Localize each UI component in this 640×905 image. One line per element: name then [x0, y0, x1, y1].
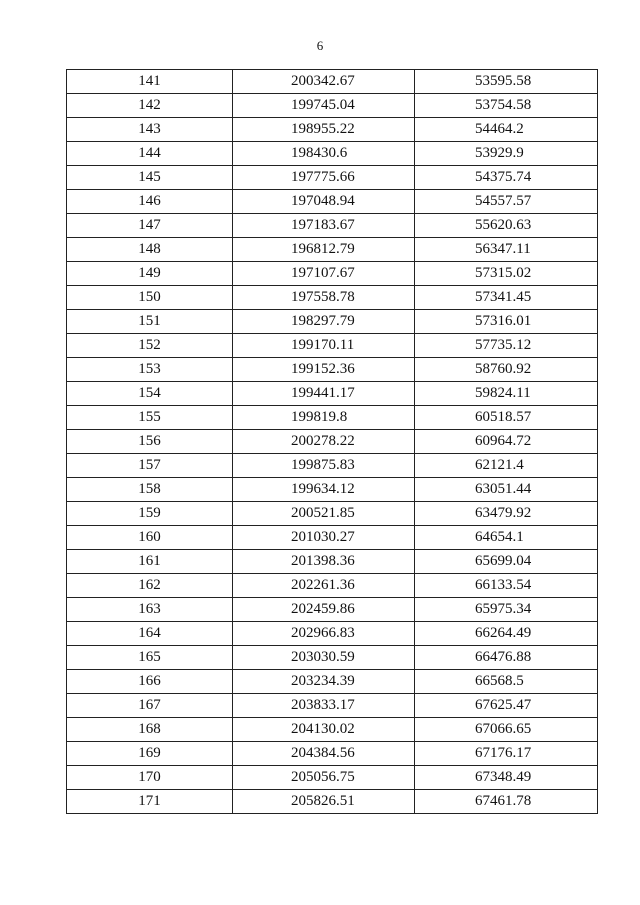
y-coordinate-cell: 67176.17 [415, 742, 598, 766]
table-row [67, 766, 598, 790]
table-row [67, 718, 598, 742]
x-coordinate-cell: 202966.83 [233, 622, 415, 646]
y-coordinate-cell: 66264.49 [415, 622, 598, 646]
table-body [67, 70, 598, 814]
point-id-cell: 165 [67, 646, 233, 670]
y-coordinate-cell: 63051.44 [415, 478, 598, 502]
point-id-cell: 147 [67, 214, 233, 238]
table-row [67, 358, 598, 382]
x-coordinate-cell: 200278.22 [233, 430, 415, 454]
point-id-cell: 162 [67, 574, 233, 598]
table-row [67, 382, 598, 406]
y-coordinate-cell: 65699.04 [415, 550, 598, 574]
table-row [67, 70, 598, 94]
y-coordinate-cell: 60518.57 [415, 406, 598, 430]
table-row [67, 262, 598, 286]
point-id-cell: 167 [67, 694, 233, 718]
point-id-cell: 155 [67, 406, 233, 430]
point-id-cell: 154 [67, 382, 233, 406]
x-coordinate-cell: 199819.8 [233, 406, 415, 430]
table-row [67, 478, 598, 502]
table-row [67, 214, 598, 238]
y-coordinate-cell: 60964.72 [415, 430, 598, 454]
table-row [67, 670, 598, 694]
table-row [67, 166, 598, 190]
table-row [67, 622, 598, 646]
page-number: 6 [316, 38, 324, 53]
point-id-cell: 156 [67, 430, 233, 454]
x-coordinate-cell: 199875.83 [233, 454, 415, 478]
table-row [67, 310, 598, 334]
point-id-cell: 161 [67, 550, 233, 574]
table-row [67, 550, 598, 574]
point-id-cell: 166 [67, 670, 233, 694]
table-row [67, 646, 598, 670]
x-coordinate-cell: 199441.17 [233, 382, 415, 406]
point-id-cell: 142 [67, 94, 233, 118]
x-coordinate-cell: 203030.59 [233, 646, 415, 670]
point-id-cell: 157 [67, 454, 233, 478]
point-id-cell: 149 [67, 262, 233, 286]
point-id-cell: 151 [67, 310, 233, 334]
table-row [67, 790, 598, 814]
x-coordinate-cell: 197775.66 [233, 166, 415, 190]
y-coordinate-cell: 65975.34 [415, 598, 598, 622]
x-coordinate-cell: 200521.85 [233, 502, 415, 526]
table-row [67, 526, 598, 550]
table-row [67, 238, 598, 262]
point-id-cell: 158 [67, 478, 233, 502]
x-coordinate-cell: 199170.11 [233, 334, 415, 358]
y-coordinate-cell: 66476.88 [415, 646, 598, 670]
point-id-cell: 145 [67, 166, 233, 190]
y-coordinate-cell: 67066.65 [415, 718, 598, 742]
y-coordinate-cell: 57316.01 [415, 310, 598, 334]
table-row [67, 694, 598, 718]
x-coordinate-cell: 201398.36 [233, 550, 415, 574]
table-row [67, 502, 598, 526]
y-coordinate-cell: 57735.12 [415, 334, 598, 358]
point-id-cell: 143 [67, 118, 233, 142]
point-id-cell: 164 [67, 622, 233, 646]
table-row [67, 574, 598, 598]
x-coordinate-cell: 204130.02 [233, 718, 415, 742]
y-coordinate-cell: 66133.54 [415, 574, 598, 598]
y-coordinate-cell: 67625.47 [415, 694, 598, 718]
y-coordinate-cell: 54557.57 [415, 190, 598, 214]
y-coordinate-cell: 53595.58 [415, 70, 598, 94]
y-coordinate-cell: 55620.63 [415, 214, 598, 238]
table-row [67, 430, 598, 454]
x-coordinate-cell: 205056.75 [233, 766, 415, 790]
x-coordinate-cell: 197048.94 [233, 190, 415, 214]
coordinate-table [66, 69, 598, 814]
x-coordinate-cell: 201030.27 [233, 526, 415, 550]
y-coordinate-cell: 57315.02 [415, 262, 598, 286]
table-row [67, 94, 598, 118]
y-coordinate-cell: 53754.58 [415, 94, 598, 118]
y-coordinate-cell: 62121.4 [415, 454, 598, 478]
x-coordinate-cell: 198955.22 [233, 118, 415, 142]
x-coordinate-cell: 198297.79 [233, 310, 415, 334]
table-row [67, 454, 598, 478]
table-row [67, 142, 598, 166]
table-row [67, 286, 598, 310]
y-coordinate-cell: 54464.2 [415, 118, 598, 142]
point-id-cell: 148 [67, 238, 233, 262]
point-id-cell: 152 [67, 334, 233, 358]
y-coordinate-cell: 59824.11 [415, 382, 598, 406]
x-coordinate-cell: 203833.17 [233, 694, 415, 718]
y-coordinate-cell: 64654.1 [415, 526, 598, 550]
table-row [67, 598, 598, 622]
y-coordinate-cell: 54375.74 [415, 166, 598, 190]
x-coordinate-cell: 203234.39 [233, 670, 415, 694]
table-row [67, 334, 598, 358]
point-id-cell: 168 [67, 718, 233, 742]
y-coordinate-cell: 67461.78 [415, 790, 598, 814]
y-coordinate-cell: 58760.92 [415, 358, 598, 382]
table-row [67, 190, 598, 214]
x-coordinate-cell: 198430.6 [233, 142, 415, 166]
point-id-cell: 144 [67, 142, 233, 166]
x-coordinate-cell: 197558.78 [233, 286, 415, 310]
point-id-cell: 171 [67, 790, 233, 814]
x-coordinate-cell: 199152.36 [233, 358, 415, 382]
point-id-cell: 160 [67, 526, 233, 550]
y-coordinate-cell: 63479.92 [415, 502, 598, 526]
x-coordinate-cell: 199745.04 [233, 94, 415, 118]
y-coordinate-cell: 66568.5 [415, 670, 598, 694]
y-coordinate-cell: 56347.11 [415, 238, 598, 262]
x-coordinate-cell: 202261.36 [233, 574, 415, 598]
table-row [67, 406, 598, 430]
x-coordinate-cell: 200342.67 [233, 70, 415, 94]
y-coordinate-cell: 53929.9 [415, 142, 598, 166]
y-coordinate-cell: 57341.45 [415, 286, 598, 310]
x-coordinate-cell: 202459.86 [233, 598, 415, 622]
point-id-cell: 146 [67, 190, 233, 214]
table-row [67, 118, 598, 142]
point-id-cell: 163 [67, 598, 233, 622]
x-coordinate-cell: 205826.51 [233, 790, 415, 814]
point-id-cell: 150 [67, 286, 233, 310]
x-coordinate-cell: 196812.79 [233, 238, 415, 262]
point-id-cell: 159 [67, 502, 233, 526]
point-id-cell: 153 [67, 358, 233, 382]
point-id-cell: 141 [67, 70, 233, 94]
x-coordinate-cell: 204384.56 [233, 742, 415, 766]
x-coordinate-cell: 197183.67 [233, 214, 415, 238]
x-coordinate-cell: 199634.12 [233, 478, 415, 502]
table-row [67, 742, 598, 766]
point-id-cell: 169 [67, 742, 233, 766]
x-coordinate-cell: 197107.67 [233, 262, 415, 286]
point-id-cell: 170 [67, 766, 233, 790]
y-coordinate-cell: 67348.49 [415, 766, 598, 790]
